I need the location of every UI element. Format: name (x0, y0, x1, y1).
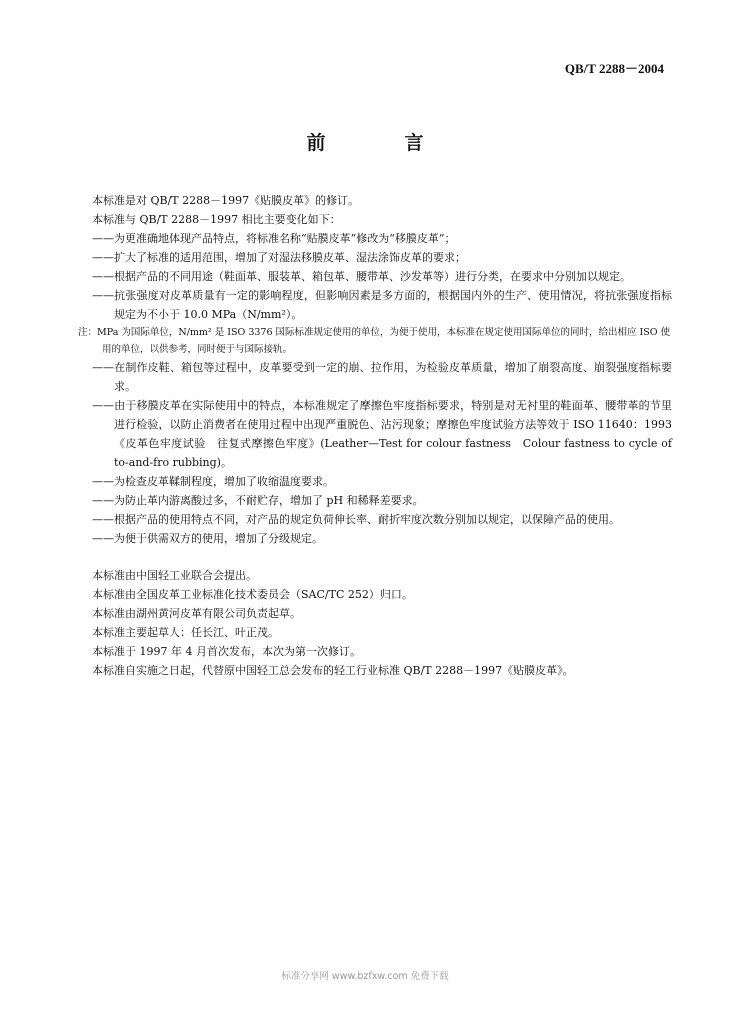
closing-line: 本标准于 1997 年 4 月首次发布，本次为第一次修订。 (92, 645, 361, 658)
change-item: ——为更准确地体现产品特点，将标准名称“贴膜皮革”修改为“移膜皮革”； (92, 232, 456, 245)
closing-line: 本标准自实施之日起，代替原中国轻工总会发布的轻工行业标准 QB/T 2288－1997《贴膜皮革》。 (92, 664, 574, 677)
intro-line: 本标准与 QB/T 2288－1997 相比主要变化如下： (92, 213, 341, 226)
closing-line: 本标准主要起草人：任长江、叶正茂。 (92, 626, 279, 639)
change-item: ——在制作皮鞋、箱包等过程中，皮革要受到一定的崩、拉作用，为检验皮革质量，增加了崩裂高度、崩裂强度指标要求。 (92, 361, 672, 393)
change-item: ——由于移膜皮革在实际使用中的特点，本标准规定了摩擦色牢度指标要求，特别是对无衬里的鞋面革、腰带革的节里进行检验，以防止消费者在使用过程中出现严重脱色、沾污现象；摩擦色牢度试验方法等效于 ISO 11640：1993《皮革色牢度试验 往复式摩擦色牢度》(Leather—Test for colour fastness Colour fastness to cycle of to-and-fro rubbing)。 (92, 399, 672, 469)
intro-line: 本标准是对 QB/T 2288－1997《贴膜皮革》的修订。 (92, 194, 360, 207)
change-item: ——为防止革内游离酸过多，不耐贮存，增加了 pH 和稀释差要求。 (92, 494, 424, 507)
foreword-body (78, 191, 672, 680)
change-item: ——根据产品的使用特点不同，对产品的规定负荷伸长率、耐折牢度次数分别加以规定，以保障产品的使用。 (92, 513, 620, 526)
change-item: ——为检查皮革鞣制程度，增加了收缩温度要求。 (92, 475, 334, 488)
change-item: ——抗张强度对皮革质量有一定的影响程度，但影响因素是多方面的，根据国内外的生产、使用情况，将抗张强度指标规定为不小于 10.0 MPa（N/mm²）。 (92, 289, 672, 321)
standard-code: QB/T 2288－2004 (564, 61, 664, 76)
change-item: ——根据产品的不同用途（鞋面革、服装革、箱包革、腰带革、沙发革等）进行分类，在要求中分别加以规定。 (92, 270, 631, 283)
closing-line: 本标准由湖州黄河皮革有限公司负责起草。 (92, 607, 301, 620)
note: 注：MPa 为国际单位，N/mm² 是 ISO 3376 国际标准规定使用的单位，为便于使用，本标准在规定使用国际单位的同时，给出相应 ISO 使用的单位，以供参考，同时便于与国际接轨。 (78, 327, 671, 355)
closing-line: 本标准由中国轻工业联合会提出。 (92, 569, 257, 582)
change-item: ——扩大了标准的适用范围，增加了对湿法移膜皮革、湿法涂饰皮革的要求； (92, 251, 466, 264)
footer-watermark: 标准分享网 www.bzfxw.com 免费下载 (281, 971, 449, 982)
closing-line: 本标准由全国皮革工业标准化技术委员会（SAC/TC 252）归口。 (92, 588, 413, 601)
change-item: ——为便于供需双方的使用，增加了分级规定。 (92, 532, 323, 545)
page-title: 前 言 (306, 132, 454, 154)
